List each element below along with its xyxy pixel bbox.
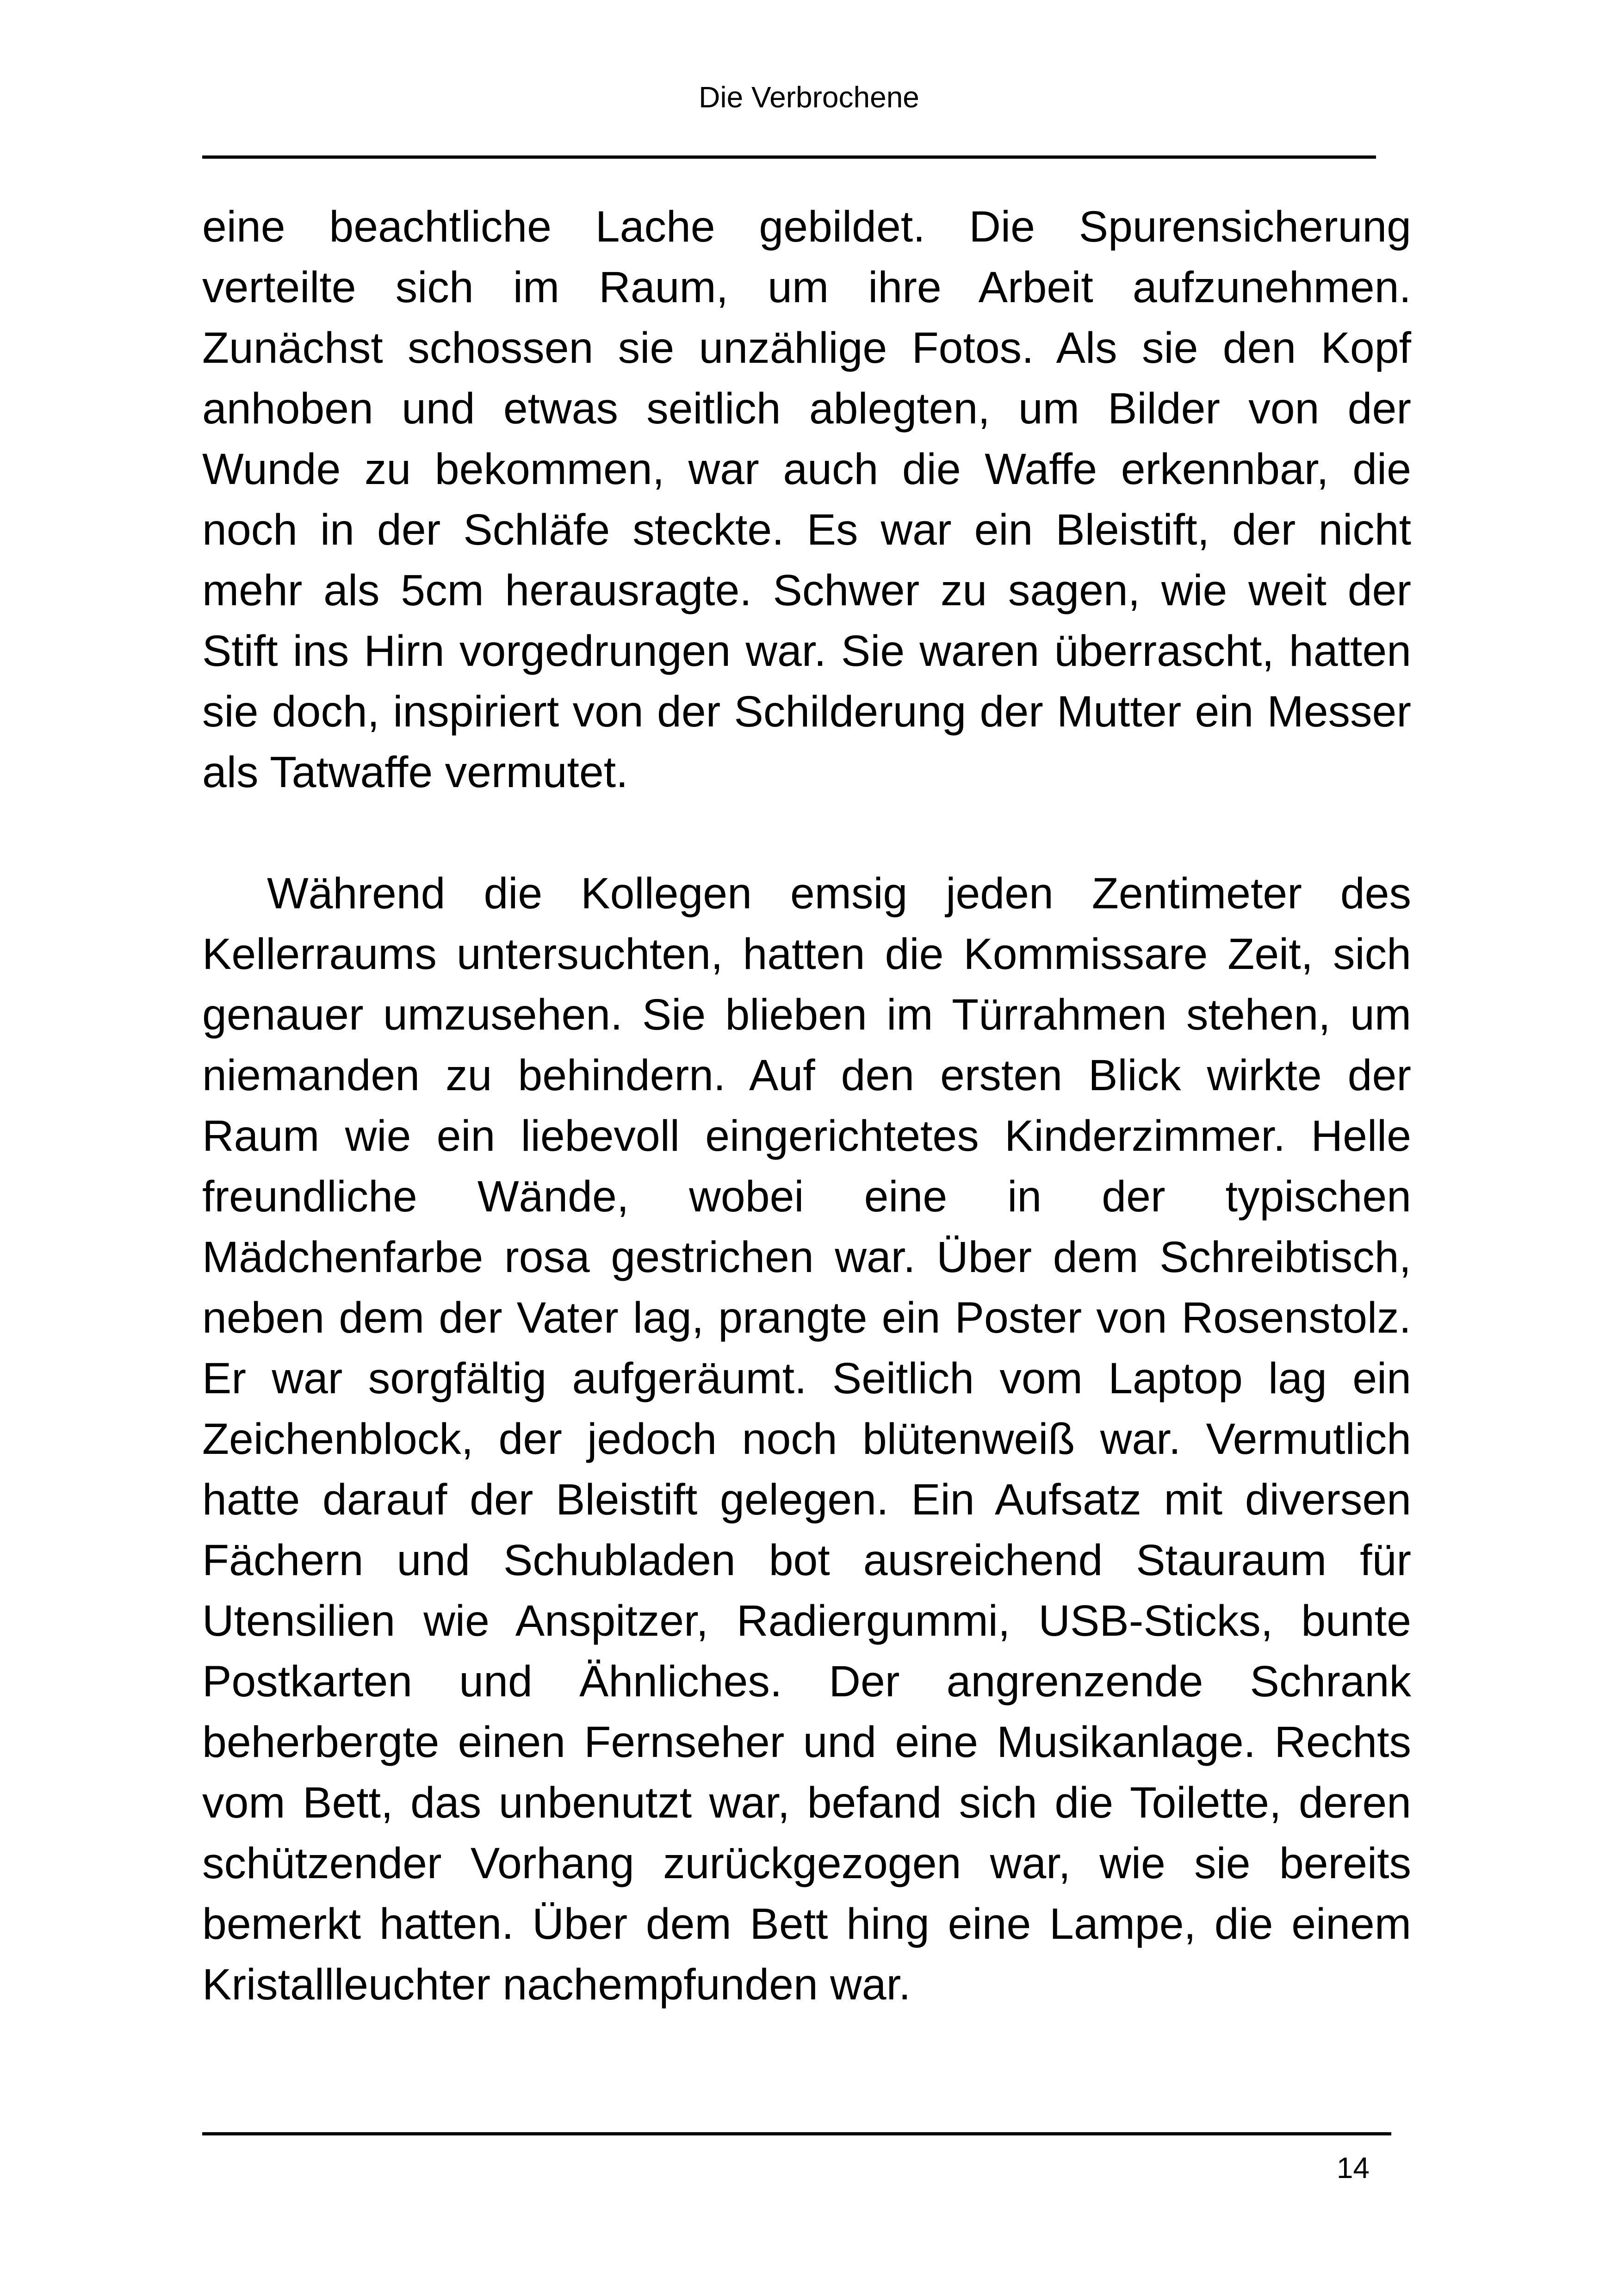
header-divider: [202, 155, 1376, 159]
paragraph-2: Während die Kollegen emsig jeden Zentimeter des Kellerraums untersuchten, hatten die Kommissare Zeit, sich genauer umzusehen. Sie blieben im Türrahmen stehen, um niemanden zu behindern. Auf den ersten Blick wirkte der Raum wie ein liebevoll eingerichtetes Kinderzimmer. Helle freundliche Wände, wobei eine in der typischen Mädchenfarbe rosa gestrichen war. Über dem Schreibtisch, neben dem der Vater lag, prangte ein Poster von Rosenstolz. Er war sorgfältig aufgeräumt. Seitlich vom Laptop lag ein Zeichenblock, der jedoch noch blütenweiß war. Vermutlich hatte darauf der Bleistift gelegen. Ein Aufsatz mit diversen Fächern und Schubladen bot ausreichend Stauraum für Utensilien wie Anspitzer, Radiergummi, USB-Sticks, bunte Postkarten und Ähnliches. Der angrenzende Schrank beherbergte einen Fernseher und eine Musikanlage. Rechts vom Bett, das unbenutzt war, befand sich die Toilette, deren schützender Vorhang zurückgezogen war, wie sie bereits bemerkt hatten. Über dem Bett hing eine Lampe, die einem Kristallleuchter nachempfunden war.: [202, 869, 1411, 2009]
page-number: 14: [1336, 2151, 1370, 2184]
page-body: [202, 197, 1411, 2015]
running-header-title: Die Verbrochene: [699, 81, 919, 114]
footer-divider: [202, 2132, 1391, 2135]
paragraph-1: eine beachtliche Lache gebildet. Die Spurensicherung verteilte sich im Raum, um ihre Arbeit aufzunehmen. Zunächst schossen sie unzählige Fotos. Als sie den Kopf anhoben und etwas seitlich ablegten, um Bilder von der Wunde zu bekommen, war auch die Waffe erkennbar, die noch in der Schläfe steckte. Es war ein Bleistift, der nicht mehr als 5cm herausragte. Schwer zu sagen, wie weit der Stift ins Hirn vorgedrungen war. Sie waren überrascht, hatten sie doch, inspiriert von der Schilderung der Mutter ein Messer als Tatwaffe vermutet.: [202, 202, 1411, 797]
